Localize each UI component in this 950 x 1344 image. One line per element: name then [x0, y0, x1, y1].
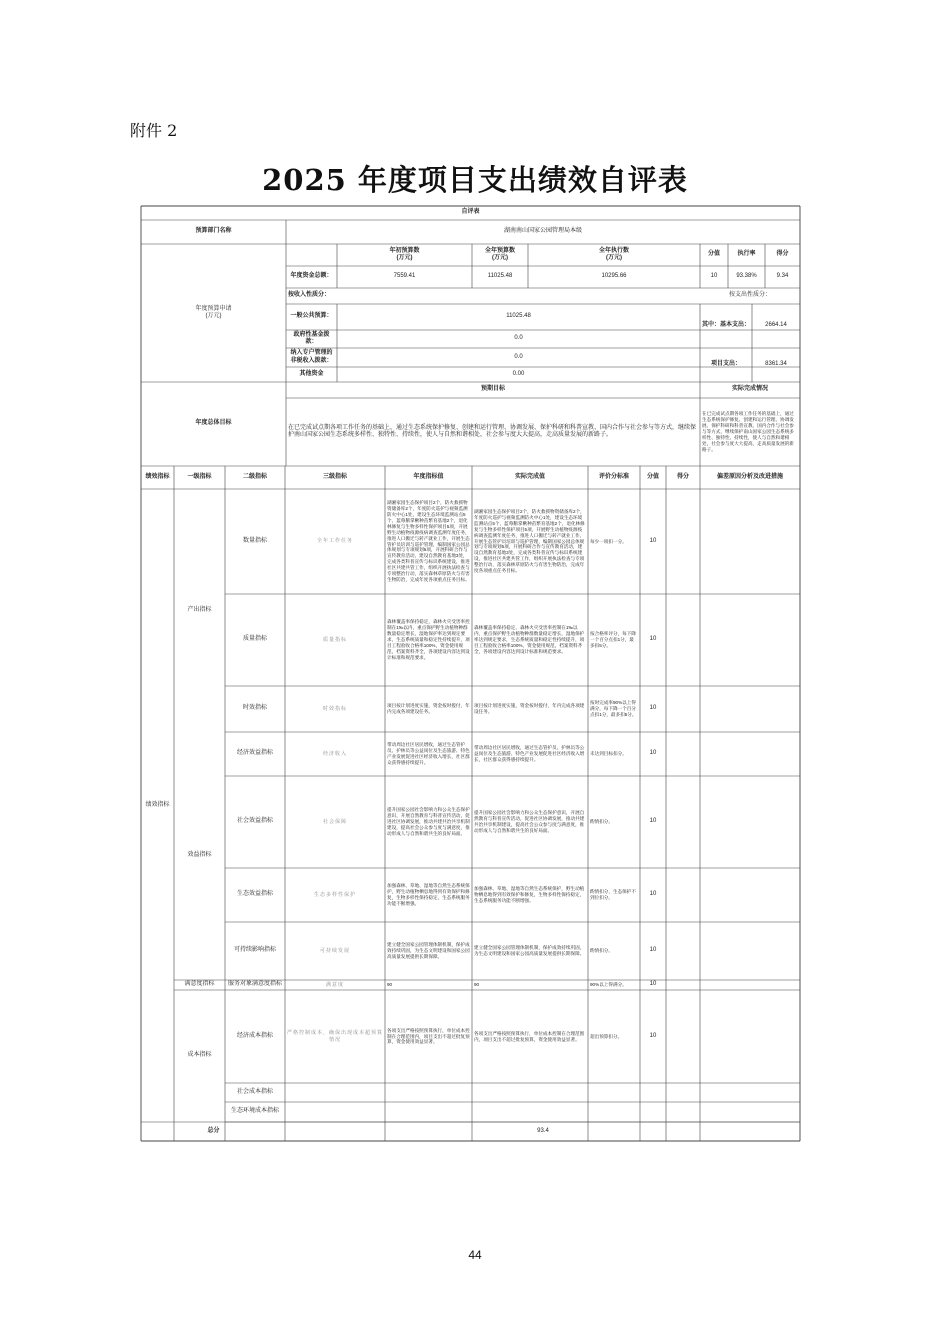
- satisfaction-actual: 90: [474, 982, 480, 988]
- eco-l3: 生态多样性保护: [313, 891, 356, 898]
- col-full-budget: 全年预算数 (万元): [484, 247, 515, 261]
- goal-label: 年度总体目标: [195, 420, 232, 427]
- effect-label: 效益指标: [187, 852, 212, 859]
- cost_econ-weight: 10: [649, 1032, 657, 1039]
- quality-l3: 质量指标: [322, 636, 347, 643]
- time-l3: 时效指标: [322, 705, 347, 712]
- total-label: 总分: [207, 1127, 220, 1134]
- econ-criteria: 未达到目标扣分。: [590, 751, 627, 757]
- total-value: 93.4: [537, 1127, 549, 1134]
- sustain-l2: 可持续影响指标: [233, 947, 276, 954]
- section-title: 自评表: [461, 209, 480, 216]
- cost_econ-actual: 各项支出严格按照预算执行，单位成本控制在合理范围内，项目支出不超过批复预算，资金使用效益显著。: [474, 1030, 585, 1042]
- basic-label: 其中：基本支出：: [702, 322, 751, 329]
- eco-weight: 10: [649, 891, 657, 898]
- h-weight: 分值: [646, 473, 659, 480]
- satisfaction-label: 满意度指标: [184, 981, 215, 988]
- time-criteria: 按时完成率90%以上得满分，每下降一个百分点扣1分，最多扣5分。: [590, 700, 637, 717]
- social-criteria: 酌情扣分。: [590, 819, 613, 825]
- full-budget-value: 11025.48: [487, 273, 513, 280]
- page-number: 44: [468, 1248, 482, 1262]
- quality-l2: 质量指标: [242, 636, 267, 643]
- qty-l2: 数量指标: [242, 537, 267, 544]
- special-label: 纳入专户管理的非税收入拨款：: [290, 350, 333, 364]
- dept-label: 预算部门名称: [195, 228, 232, 235]
- cost-social-l2: 社会成本指标: [236, 1088, 273, 1095]
- col-weight: 分值: [707, 251, 720, 258]
- col-full-exec: 全年执行数 (万元): [598, 247, 629, 261]
- cost_econ-target: 各项支出严格按照预算执行，单位成本控制在合理范围内，项目支出不超过批复预算，资金使用效益显著。: [387, 1027, 470, 1045]
- econ-target: 带动周边社区居民增收，通过生态管护员、护林员等公益岗位及生态旅游、特色产业发展促进社区经济收入增长，社区群众获得感持续提升。: [387, 742, 470, 765]
- special-value: 0.0: [514, 353, 523, 360]
- h-l3: 三级指标: [322, 473, 347, 480]
- eco-l2: 生态效益指标: [236, 891, 273, 898]
- col-initial: 年初预算数 (万元): [389, 247, 420, 261]
- satisfaction-l2: 服务对象满意度指标: [227, 981, 282, 988]
- h-actual: 实际完成值: [514, 473, 545, 480]
- quality-weight: 10: [649, 636, 657, 643]
- cost_econ-l3: 严格控制成本，确保出现成本超预算情况: [287, 1030, 384, 1043]
- time-l2: 时效指标: [242, 705, 267, 712]
- project-value: 8361.34: [765, 361, 787, 368]
- econ-actual: 带动周边社区居民增收，通过生态管护员、护林员等公益岗位及生态旅游、特色产业发展促进社区经济收入增长，社区群众获得感持续提升。: [474, 745, 585, 762]
- attachment-label: 附件 2: [130, 121, 178, 140]
- eco-target: 加强森林、草地、湿地等自然生态系统保护，野生动植物栖息地得到有效保护和修复，生物多样性保持稳定，生态系统服务功能不断增强。: [387, 883, 470, 906]
- qty-l3: 全年工作任务: [316, 538, 353, 545]
- econ-l2: 经济效益指标: [236, 750, 273, 757]
- quality-actual: 森林覆盖率保持稳定，森林火灾受害率控制在1‰以内，重点保护野生动植物种群数量稳定增长，湿地保护率达到规定要求，生态系统质量和稳定性持续提升，项目工程验收合格率100%，资金使用规范，档案资料齐全，各项建设内容达到设计标准和规范要求。: [474, 625, 585, 654]
- econ-weight: 10: [649, 750, 657, 757]
- satisfaction-weight: 10: [649, 981, 657, 988]
- h-target: 年度指标值: [413, 473, 444, 480]
- cost_econ-l2: 经济成本指标: [236, 1032, 273, 1039]
- time-weight: 10: [649, 705, 657, 712]
- gov-fund-label: 政府性基金拨款：: [293, 331, 330, 345]
- h-score: 得分: [676, 473, 689, 480]
- col-score: 得分: [776, 251, 789, 258]
- sustain-l3: 可持续发展: [319, 947, 350, 954]
- h-reason: 偏差原因分析及改进措施: [716, 473, 783, 480]
- social-actual: 提升国家公园社会影响力和公众生态保护意识，开展自然教育与科普宣传活动，促进社区协调发展，推动共建共治共享机制建设，提高社会公众参与度与满意度，推动形成人与自然和谐共生的良好局面。: [474, 810, 585, 833]
- output-label: 产出指标: [187, 606, 212, 613]
- eco-actual: 加强森林、草地、湿地等自然生态系统保护，野生动植物栖息地得到有效保护和修复，生物多样性保持稳定，生态系统服务功能不断增强。: [474, 886, 585, 903]
- full-exec-value: 10295.66: [601, 273, 627, 280]
- other-value: 0.00: [512, 370, 525, 377]
- social-l3: 社会保障: [322, 818, 347, 825]
- quality-criteria: 按合格率评分，每下降一个百分点扣1分，最多扣5分。: [590, 631, 636, 648]
- qty-target: 湖湘家园生态保护项目2个，防火救援物资储备库2个，年度防火巡护与视频监测防火中心1处，建设生态环境监测站点5个，蓝莓鹅掌楸种苗繁育基地2个，退化林修复与生物多样性保护项目5项，开展野生动植物疫源疫病调查监测年度任务，推进人口搬迁与转产就业工作，开展生态管护员培训与巡护管理，编制国家公园总体规划与专项规划5项，开展科研合作与宣传教育活动，建设自然教育基地3处，完成各类科普宣传与标识系统建设，推进社区共建共管工作，组织开展执法检查与专项整治行动，落实森林草原防火与有害生物防治，完成年度各项重点任务目标。: [387, 499, 470, 583]
- sustain-target: 建立健全国家公园管理体制机制，保护成效持续巩固，为生态文明建设和国家公园高质量发展提供长期保障。: [387, 942, 470, 959]
- perf-label: 绩效指标: [145, 801, 170, 808]
- public-value: 11025.48: [506, 313, 531, 320]
- h-perf: 绩效指标: [145, 473, 170, 480]
- expense-label: 按支出性质分：: [728, 292, 771, 299]
- econ-l3: 经济收入: [322, 750, 347, 757]
- budget-label: 年度预算申请 (万元): [195, 305, 232, 319]
- satisfaction-target: 90: [387, 982, 393, 988]
- social-weight: 10: [649, 818, 657, 825]
- basic-value: 2664.14: [765, 322, 787, 329]
- satisfaction-criteria: 90%以上得满分。: [590, 982, 627, 988]
- cost_econ-criteria: 超出预算扣分。: [590, 1033, 623, 1039]
- actual-label: 实际完成情况: [731, 386, 768, 393]
- cost-env-l2: 生态环境成本指标: [230, 1108, 279, 1115]
- page-title: 2025 年度项目支出绩效自评表: [262, 163, 688, 197]
- gov-fund-value: 0.0: [514, 335, 523, 342]
- h-criteria: 评价分标准: [598, 473, 629, 480]
- col-exec-rate: 执行率: [737, 251, 756, 258]
- social-target: 提升国家公园社会影响力和公众生态保护意识，开展自然教育与科普宣传活动，促进社区协调发展，推动共建共治共享机制建设，提高社会公众参与度与满意度，推动形成人与自然和谐共生的良好局面。: [387, 807, 470, 836]
- qty-criteria: 每少一项扣一分。: [590, 538, 627, 544]
- quality-target: 森林覆盖率保持稳定，森林火灾受害率控制在1‰以内，重点保护野生动植物种群数量稳定增长，湿地保护率达到规定要求，生态系统质量和稳定性持续提升，项目工程验收合格率100%，资金使用规范，档案资料齐全，各项建设内容达到设计标准和规范要求。: [387, 619, 470, 660]
- qty-actual: 湖湘家园生态保护项目2个，防火救援物资储备库2个，年度防火巡护与视频监测防火中心1处，建设生态环境监测站点5个，蓝莓鹅掌楸种苗繁育基地2个，退化林修复与生物多样性保护项目5项，开展野生动植物疫源疫病调查监测年度任务，推进人口搬迁与转产就业工作，开展生态管护员培训与巡护管理，编制国家公园总体规划与专项规划5项，开展科研合作与宣传教育活动，建设自然教育基地3处，完成各类科普宣传与标识系统建设，推进社区共建共管工作，组织开展执法检查与专项整治行动，落实森林草原防火与有害生物防治，完成年度各项重点任务目标。: [474, 508, 585, 574]
- sustain-criteria: 酌情扣分。: [590, 948, 613, 954]
- time-target: 项目按计划进度实施，资金按时拨付，年内完成各项建设任务。: [387, 703, 470, 714]
- score-value: 9.34: [776, 273, 789, 280]
- eco-criteria: 酌情扣分，生态保护不到位扣分。: [590, 889, 636, 900]
- project-label: 项目支出：: [710, 361, 741, 368]
- h-l1: 一级指标: [187, 473, 212, 480]
- income-label: 按收入性质分：: [288, 292, 331, 299]
- sustain-actual: 建立健全国家公园管理体制机制，保护成效持续巩固，为生态文明建设和国家公园高质量发展提供长期保障。: [474, 945, 585, 956]
- qty-weight: 10: [649, 537, 657, 544]
- goal-text: 在已完成试点期各项工作任务的基础上，通过生态系统保护修复、创建和运行管理、协调发展、保护科研和科普宣教、国内合作与社会参与等方式，继续保护南山国家公园生态系统多样性、独特性、持续性，使人与自然和谐相处，社会参与度大大提高，走高质量发展的新路子。: [288, 424, 697, 438]
- other-label: 其他资金: [299, 370, 324, 377]
- initial-value: 7559.41: [393, 273, 416, 280]
- h-l2: 二级指标: [242, 473, 267, 480]
- satisfaction-l3: 满意度: [325, 981, 344, 988]
- actual-text: 在已完成试点期各项工作任务的基础上，通过生态系统保护修复、创建和运行管理、协调发展、保护科研和科普宣教、国内合作与社会参与等方式，继续保护南山国家公园生态系统多样性、独特性、持续性，使人与自然和谐相处，社会参与度大大提高，走高质量发展的新路子。: [702, 411, 794, 452]
- cost-label: 成本指标: [187, 1052, 212, 1059]
- exec-rate-value: 93.38%: [736, 273, 757, 280]
- public-label: 一般公共预算：: [290, 313, 333, 320]
- funds-total-label: 年度资金总额：: [290, 273, 333, 280]
- expected-goal-label: 预期目标: [480, 386, 505, 393]
- dept-value: 湖南南山国家公园管理局本级: [503, 228, 582, 235]
- sustain-weight: 10: [649, 947, 657, 954]
- time-actual: 项目按计划进度实施，资金按时拨付，年内完成各项建设任务。: [474, 703, 585, 714]
- weight-value: 10: [710, 273, 718, 280]
- social-l2: 社会效益指标: [236, 818, 273, 825]
